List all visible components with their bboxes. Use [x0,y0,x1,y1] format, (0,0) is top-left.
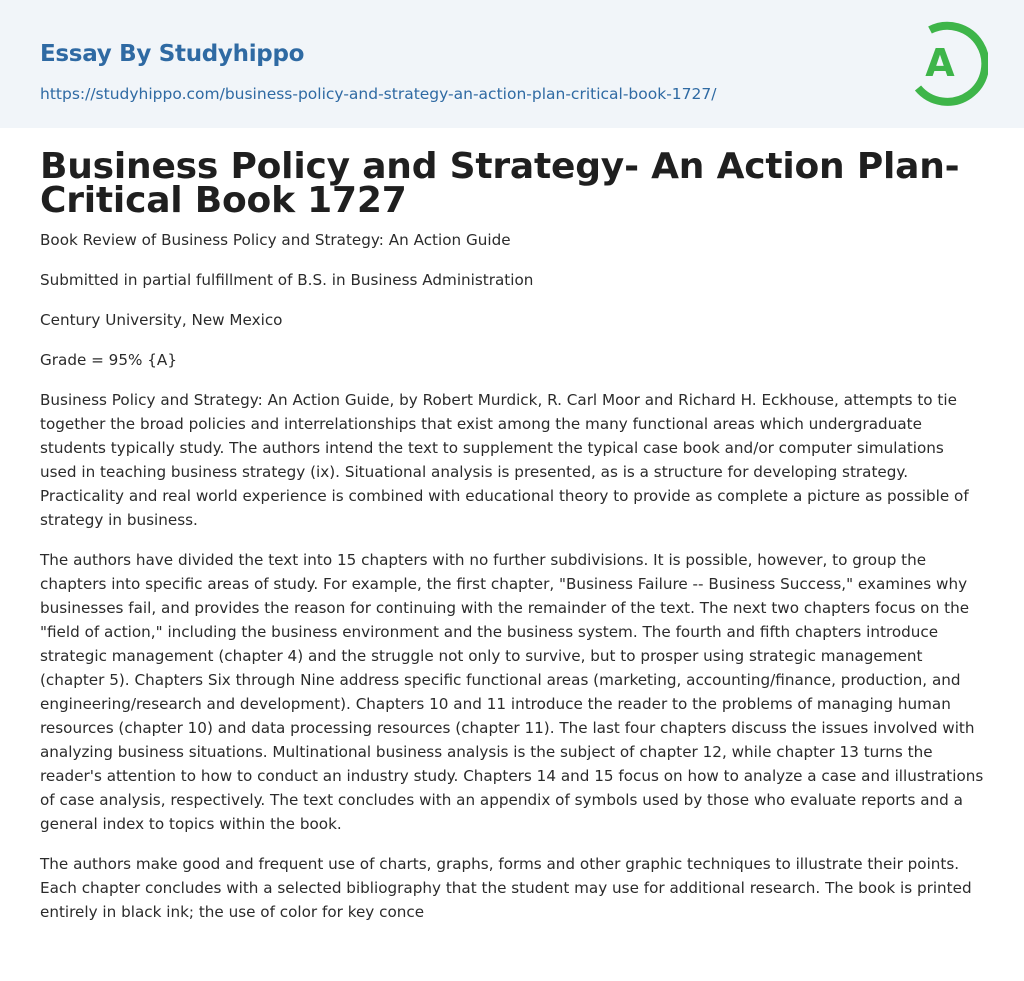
source-url-link[interactable]: https://studyhippo.com/business-policy-and-strategy-an-action-plan-critical-book-1727/ [40,85,717,103]
paragraph: Submitted in partial fulfillment of B.S. in Business Administration [40,271,534,289]
essay-body [40,228,984,940]
paragraph: The authors make good and frequent use of charts, graphs, forms and other graphic techniques to illustrate their points. Each chapter concludes with a selected bibliography that the student may use for additional research. The book is printed entirely in black ink; the use of color for key conce [40,855,972,921]
paragraph: Grade = 95% {A} [40,351,177,369]
studyhippo-logo-icon[interactable] [912,18,988,106]
page-title: Business Policy and Strategy- An Action Plan- Critical Book 1727 [40,146,960,221]
brand-title[interactable]: Essay By Studyhippo [40,41,305,67]
site-header [0,0,1024,128]
paragraph: Book Review of Business Policy and Strategy: An Action Guide [40,231,511,249]
paragraph: Century University, New Mexico [40,311,283,329]
logo-letter: A [925,41,955,85]
paragraph: The authors have divided the text into 15 chapters with no further subdivisions. It is possible, however, to group the chapters into specific areas of study. For example, the first chapter, "Business Failure -- Business Success," examines why businesses fail, and provides the reason for continuing with the remainder of the text. The next two chapters focus on the "field of action," including the business environment and the business system. The fourth and fifth chapters introduce strategic management (chapter 4) and the struggle not only to survive, but to prosper using strategic management (chapter 5). Chapters Six through Nine address specific functional areas (marketing, accounting/finance, production, and engineering/research and development). Chapters 10 and 11 introduce the reader to the problems of managing human resources (chapter 10) and data processing resources (chapter 11). The last four chapters discuss the issues involved with analyzing business situations. Multinational business analysis is the subject of chapter 12, while chapter 13 turns the reader's attention to how to conduct an industry study. Chapters 14 and 15 focus on how to analyze a case and illustrations of case analysis, respectively. The text concludes with an appendix of symbols used by those who evaluate reports and a general index to topics within the book. [40,551,984,833]
paragraph: Business Policy and Strategy: An Action Guide, by Robert Murdick, R. Carl Moor and Richard H. Eckhouse, attempts to tie together the broad policies and interrelationships that exist among the many functional areas which undergraduate students typically study. The authors intend the text to supplement the typical case book and/or computer simulations used in teaching business strategy (ix). Situational analysis is presented, as is a structure for developing strategy. Practicality and real world experience is combined with educational theory to provide as complete a picture as possible of strategy in business. [40,391,969,529]
